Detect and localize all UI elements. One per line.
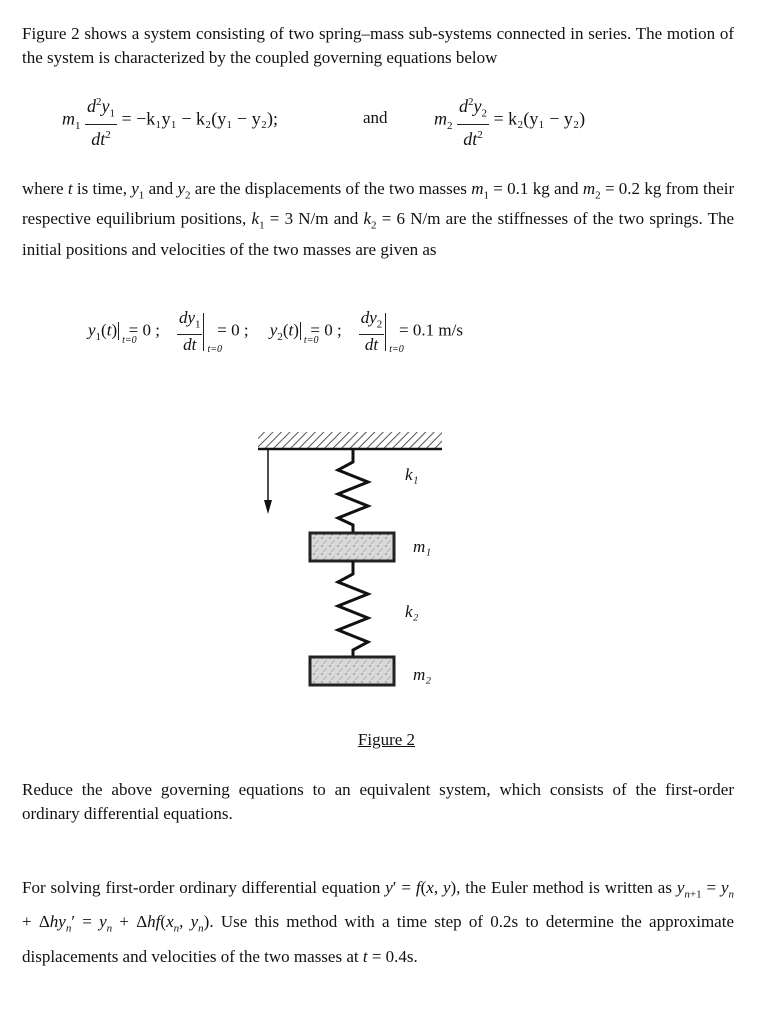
equation-2-rhs: = k₂(y₁ − y₂) [493,108,586,129]
equation-and: and [363,108,388,127]
equation-1: $m_1$ $\frac{d^2y_1}{dt^2}$ = −k₁y₁ − k₂(y₁ − y₂); [62,92,278,149]
mass-2-block [310,657,394,685]
ic-y1: = 0 ; [128,320,160,340]
label-k2: k₂ [405,602,419,621]
ceiling-hatch [258,432,442,449]
euler-paragraph: For solving first-order ordinary differential equation y′ = f(x, y), the Euler method is written as $y_{n+1} = y_n + \Delta hy_n' = y_n + \Delta hf(x_n$, $y_n$). Use this method with a time step of 0.2s to determine the approximate displacements and velocities of the two masses at t = 0.4s. [22,878,735,966]
where-paragraph: where t is time, $y_1$ and $y_2$ are the displacements of the two masses $m_1 = 0.1$ kg and $m_2 = 0.2$ kg from their respective equilibrium positions, $k_1 = 3$ N/m and $k_2 = 6$ N/m are the stiffnesses of the two springs. The initial positions and velocities of the two masses are given as [22,179,735,259]
ic-dy1: = 0 ; [217,320,249,340]
label-m2: m₂ [413,665,432,684]
spring-2 [338,561,368,657]
ic-dy2: = 0.1 m/s [399,320,463,340]
equation-2: $m_2$ $\frac{d^2y_2}{dt^2}$ = k₂(y₁ − y₂) [434,92,585,149]
label-m1: m₁ [413,537,432,556]
ic-y2: = 0 ; [310,320,342,340]
figure-caption: Figure 2 [357,730,416,749]
initial-conditions: $y_1(t)$ t=0 = 0 ; $\frac{dy_1}{dt}$ t=0 = 0 ; $y_2(t)$ t=0 = 0 ; $\frac{dy_2}{dt}$ t=0 = 0.1 m/s [88,308,463,355]
mass-1-block [310,533,394,561]
spring-1 [338,449,368,533]
intro-paragraph: Figure 2 shows a system consisting of two spring–mass sub-systems connected in series. The motion of the system is characterized by the coupled governing equations below [22,24,734,67]
reduce-paragraph: Reduce the above governing equations to an equivalent system, which consists of the first-order ordinary differential equations. [22,780,734,823]
label-k1: k₁ [405,465,419,484]
arrow-head-icon [264,500,272,514]
equation-1-rhs: = −k₁y₁ − k₂(y₁ − y₂); [121,108,278,129]
